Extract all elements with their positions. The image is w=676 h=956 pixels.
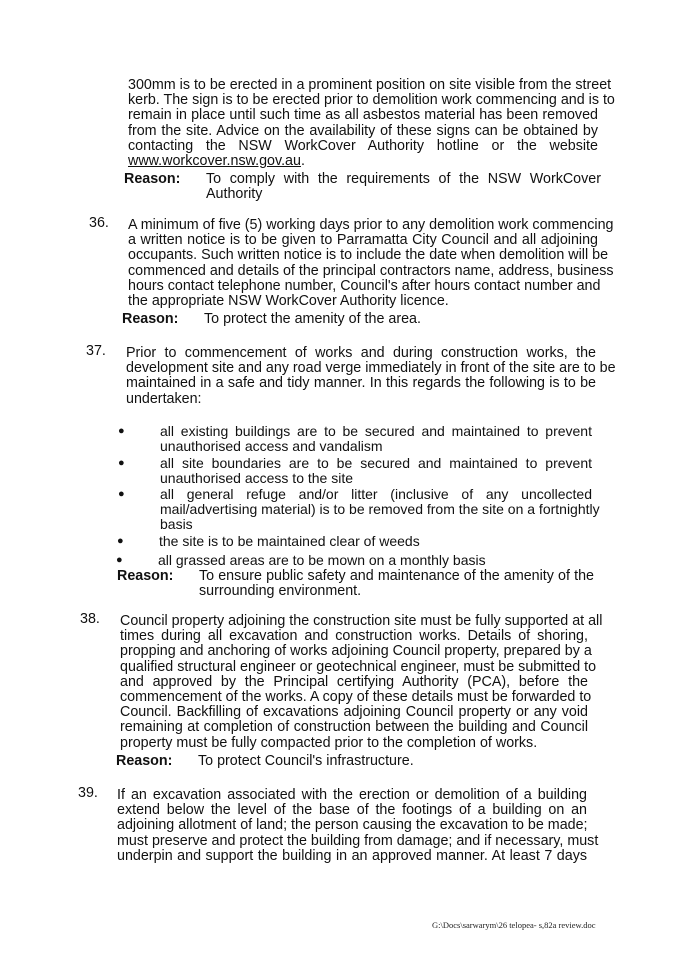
text-line: underpin and support the building in an approved manner. At least 7 days: [117, 847, 587, 864]
reason-label: Reason:: [124, 171, 181, 187]
text-fragment: .: [300, 153, 305, 170]
workcover-link[interactable]: www.workcover.nsw.gov.au: [128, 153, 301, 170]
text-line: commencement of the works. A copy of these details must be forwarded to: [120, 689, 592, 706]
reason-label: Reason:: [122, 311, 179, 327]
text-line: development site and any road verge immediately in front of the site are to be: [126, 360, 616, 377]
text-line: If an excavation associated with the erection or demolition of a building: [117, 787, 587, 803]
text-line: remain in place until such time as all asbestos material has been removed: [128, 107, 598, 124]
text-line: 300mm is to be erected in a prominent position on site visible from the street: [128, 77, 612, 93]
condition-38-number: 38.: [80, 611, 100, 627]
text-line: kerb. The sign is to be erected prior to demolition work commencing and is to: [128, 92, 615, 109]
text-line: To protect Council's infrastructure.: [198, 753, 414, 769]
condition-36-text: [128, 217, 614, 310]
condition-39-text: [117, 787, 599, 864]
text-line: contacting the NSW WorkCover Authority hotline or the website: [128, 137, 598, 154]
text-line: maintained in a safe and tidy manner. In this regards the following is to be: [126, 375, 596, 392]
text-line: Council property adjoining the construction site must be fully supported at all: [120, 613, 603, 629]
text-line: commenced and details of the principal contractors name, address, business: [128, 262, 614, 279]
text-line: a written notice is to be given to Parramatta City Council and all adjoining: [128, 232, 598, 249]
text-line: Prior to commencement of works and during construction works, the: [126, 345, 596, 361]
bullet-icon: ●: [117, 535, 124, 547]
bullet-text: [160, 456, 592, 486]
bullet-icon: ●: [118, 457, 125, 469]
text-line: must preserve and protect the building from damage; and if necessary, must: [117, 832, 599, 849]
bullet-text: [160, 486, 600, 532]
text-line: the site is to be maintained clear of weeds: [159, 533, 420, 549]
text-line: To comply with the requirements of the NSW WorkCover: [206, 171, 601, 187]
condition-37-text: [126, 345, 616, 407]
bullet-text: [160, 424, 592, 454]
text-line: times during all excavation and construction works. Details of shoring,: [120, 628, 588, 645]
bullet-icon: ●: [116, 554, 123, 566]
text-line: extend below the level of the base of the footings of a building on an: [117, 802, 587, 819]
text-line: from the site. Advice on the availability of these signs can be obtained by: [128, 122, 598, 139]
reason-label: Reason:: [117, 568, 174, 584]
text-line: qualified structural engineer or geotechnical engineer, must be submitted to: [120, 658, 597, 675]
condition-35-text: [128, 77, 615, 170]
text-line: unauthorised access and vandalism: [160, 438, 383, 454]
text-line: the appropriate NSW WorkCover Authority licence.: [128, 293, 449, 310]
reason-text: [206, 172, 601, 202]
text-line: remaining at completion of construction between the building and Council: [120, 719, 588, 736]
text-line: [128, 154, 598, 169]
condition-38-text: [120, 613, 603, 751]
reason-text: [204, 312, 599, 327]
text-line: basis: [160, 516, 193, 532]
text-line: adjoining allotment of land; the person causing the excavation to be made;: [117, 817, 588, 834]
text-line: occupants. Such written notice is to include the date when demolition will be: [128, 247, 609, 264]
reason-text: [198, 754, 593, 769]
text-line: To ensure public safety and maintenance of the amenity of the: [199, 568, 594, 584]
text-line: and approved by the Principal certifying Authority (PCA), before the: [120, 673, 588, 690]
text-line: mail/advertising material) is to be removed from the site on a fortnightly: [160, 501, 600, 517]
text-line: all general refuge and/or litter (inclusive of any uncollected: [160, 486, 592, 502]
text-line: unauthorised access to the site: [160, 470, 354, 486]
text-line: propping and anchoring of works adjoining Council property, prepared by a: [120, 643, 592, 660]
text-line: To protect the amenity of the area.: [204, 311, 421, 327]
text-line: Council. Backfilling of excavations adjoining Council property or any void: [120, 704, 588, 721]
condition-36-number: 36.: [89, 215, 109, 231]
reason-label: Reason:: [116, 753, 173, 769]
text-line: Authority: [206, 186, 263, 203]
text-line: A minimum of five (5) working days prior to any demolition work commencing: [128, 217, 614, 233]
condition-37-number: 37.: [86, 343, 106, 359]
text-line: all existing buildings are to be secured and maintained to prevent: [160, 423, 592, 439]
bullet-icon: ●: [118, 425, 125, 437]
bullet-text: [158, 553, 590, 568]
footer-file-path: G:\Docs\sarwarym\26 telopea- s,82a review.doc: [432, 920, 596, 930]
text-line: all grassed areas are to be mown on a monthly basis: [158, 552, 486, 568]
text-line: undertaken:: [126, 390, 202, 407]
text-line: surrounding environment.: [199, 583, 362, 600]
bullet-text: [159, 534, 591, 549]
text-line: property must be fully compacted prior to the completion of works.: [120, 734, 538, 751]
bullet-icon: ●: [118, 488, 125, 500]
reason-text: [199, 569, 594, 599]
text-line: hours contact telephone number, Council's after hours contact number and: [128, 277, 601, 294]
text-line: all site boundaries are to be secured and maintained to prevent: [160, 455, 592, 471]
condition-39-number: 39.: [78, 785, 98, 801]
